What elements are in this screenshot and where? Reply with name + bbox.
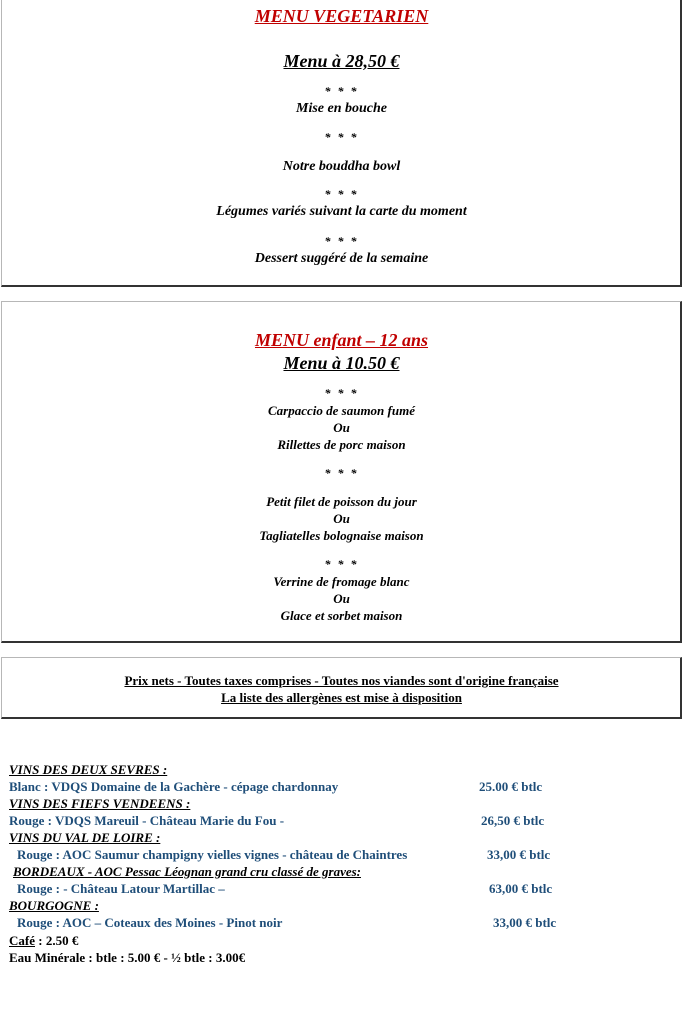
- wine-label: Rouge : AOC – Coteaux des Moines - Pinot noir: [17, 915, 283, 930]
- notice-line: La liste des allergènes est mise à disposition: [221, 690, 462, 705]
- kids-menu-title: MENU enfant – 12 ans: [254, 330, 429, 350]
- separator: * * *: [324, 130, 359, 144]
- separator: * * *: [324, 84, 359, 98]
- separator: * * *: [324, 187, 359, 201]
- course-item: Dessert suggéré de la semaine: [254, 251, 429, 266]
- or-label: Ou: [333, 420, 350, 435]
- course-item: Légumes variés suivant la carte du moment: [216, 204, 467, 219]
- wine-label: Blanc : VDQS Domaine de la Gachère - cépage chardonnay: [9, 779, 339, 794]
- course-item: Carpaccio de saumon fumé: [268, 403, 415, 418]
- wine-label: Rouge : AOC Saumur champigny vielles vignes - château de Chaintres: [17, 847, 408, 862]
- vegetarian-menu-title: MENU VEGETARIEN: [254, 6, 429, 26]
- wine-section-heading: VINS DES FIEFS VENDEENS :: [9, 796, 191, 811]
- separator: * * *: [324, 234, 359, 248]
- separator: * * *: [324, 557, 359, 571]
- or-label: Ou: [333, 511, 350, 526]
- wine-price: 26,50 € btlc: [481, 813, 545, 828]
- wine-price: 25.00 € btlc: [479, 779, 543, 794]
- wine-section-heading: VINS DU VAL DE LOIRE :: [9, 830, 161, 845]
- course-item: Petit filet de poisson du jour: [266, 494, 417, 509]
- course-item: Glace et sorbet maison: [280, 608, 403, 623]
- wine-price: 33,00 € btlc: [487, 847, 551, 862]
- course-item: Rillettes de porc maison: [277, 437, 406, 452]
- wine-label: Rouge : VDQS Mareuil - Château Marie du Fou -: [9, 813, 285, 828]
- cafe-line: [9, 933, 78, 949]
- course-item: Mise en bouche: [296, 101, 387, 116]
- wine-section-heading: BOURGOGNE :: [9, 898, 99, 913]
- notice-line: Prix nets - Toutes taxes comprises - Toutes nos viandes sont d'origine française: [124, 673, 559, 688]
- or-label: Ou: [333, 591, 350, 606]
- cafe-price: : 2.50 €: [35, 933, 79, 948]
- wine-section-heading: BORDEAUX - AOC Pessac Léognan grand cru classé de graves:: [13, 864, 361, 879]
- kids-menu-price: Menu à 10.50 €: [283, 353, 400, 373]
- course-item: Tagliatelles bolognaise maison: [259, 528, 424, 543]
- wine-section-heading: VINS DES DEUX SEVRES :: [9, 762, 168, 777]
- separator: * * *: [324, 386, 359, 400]
- vegetarian-menu-price: Menu à 28,50 €: [283, 51, 400, 71]
- course-item: Notre bouddha bowl: [282, 159, 401, 174]
- wine-label: Rouge : - Château Latour Martillac –: [17, 881, 225, 896]
- wine-price: 63,00 € btlc: [489, 881, 553, 896]
- cafe-label: Café: [9, 933, 35, 948]
- water-line: Eau Minérale : btle : 5.00 € - ½ btle : 3.00€: [9, 950, 246, 965]
- wine-price: 33,00 € btlc: [493, 915, 557, 930]
- separator: * * *: [324, 466, 359, 480]
- course-item: Verrine de fromage blanc: [273, 574, 410, 589]
